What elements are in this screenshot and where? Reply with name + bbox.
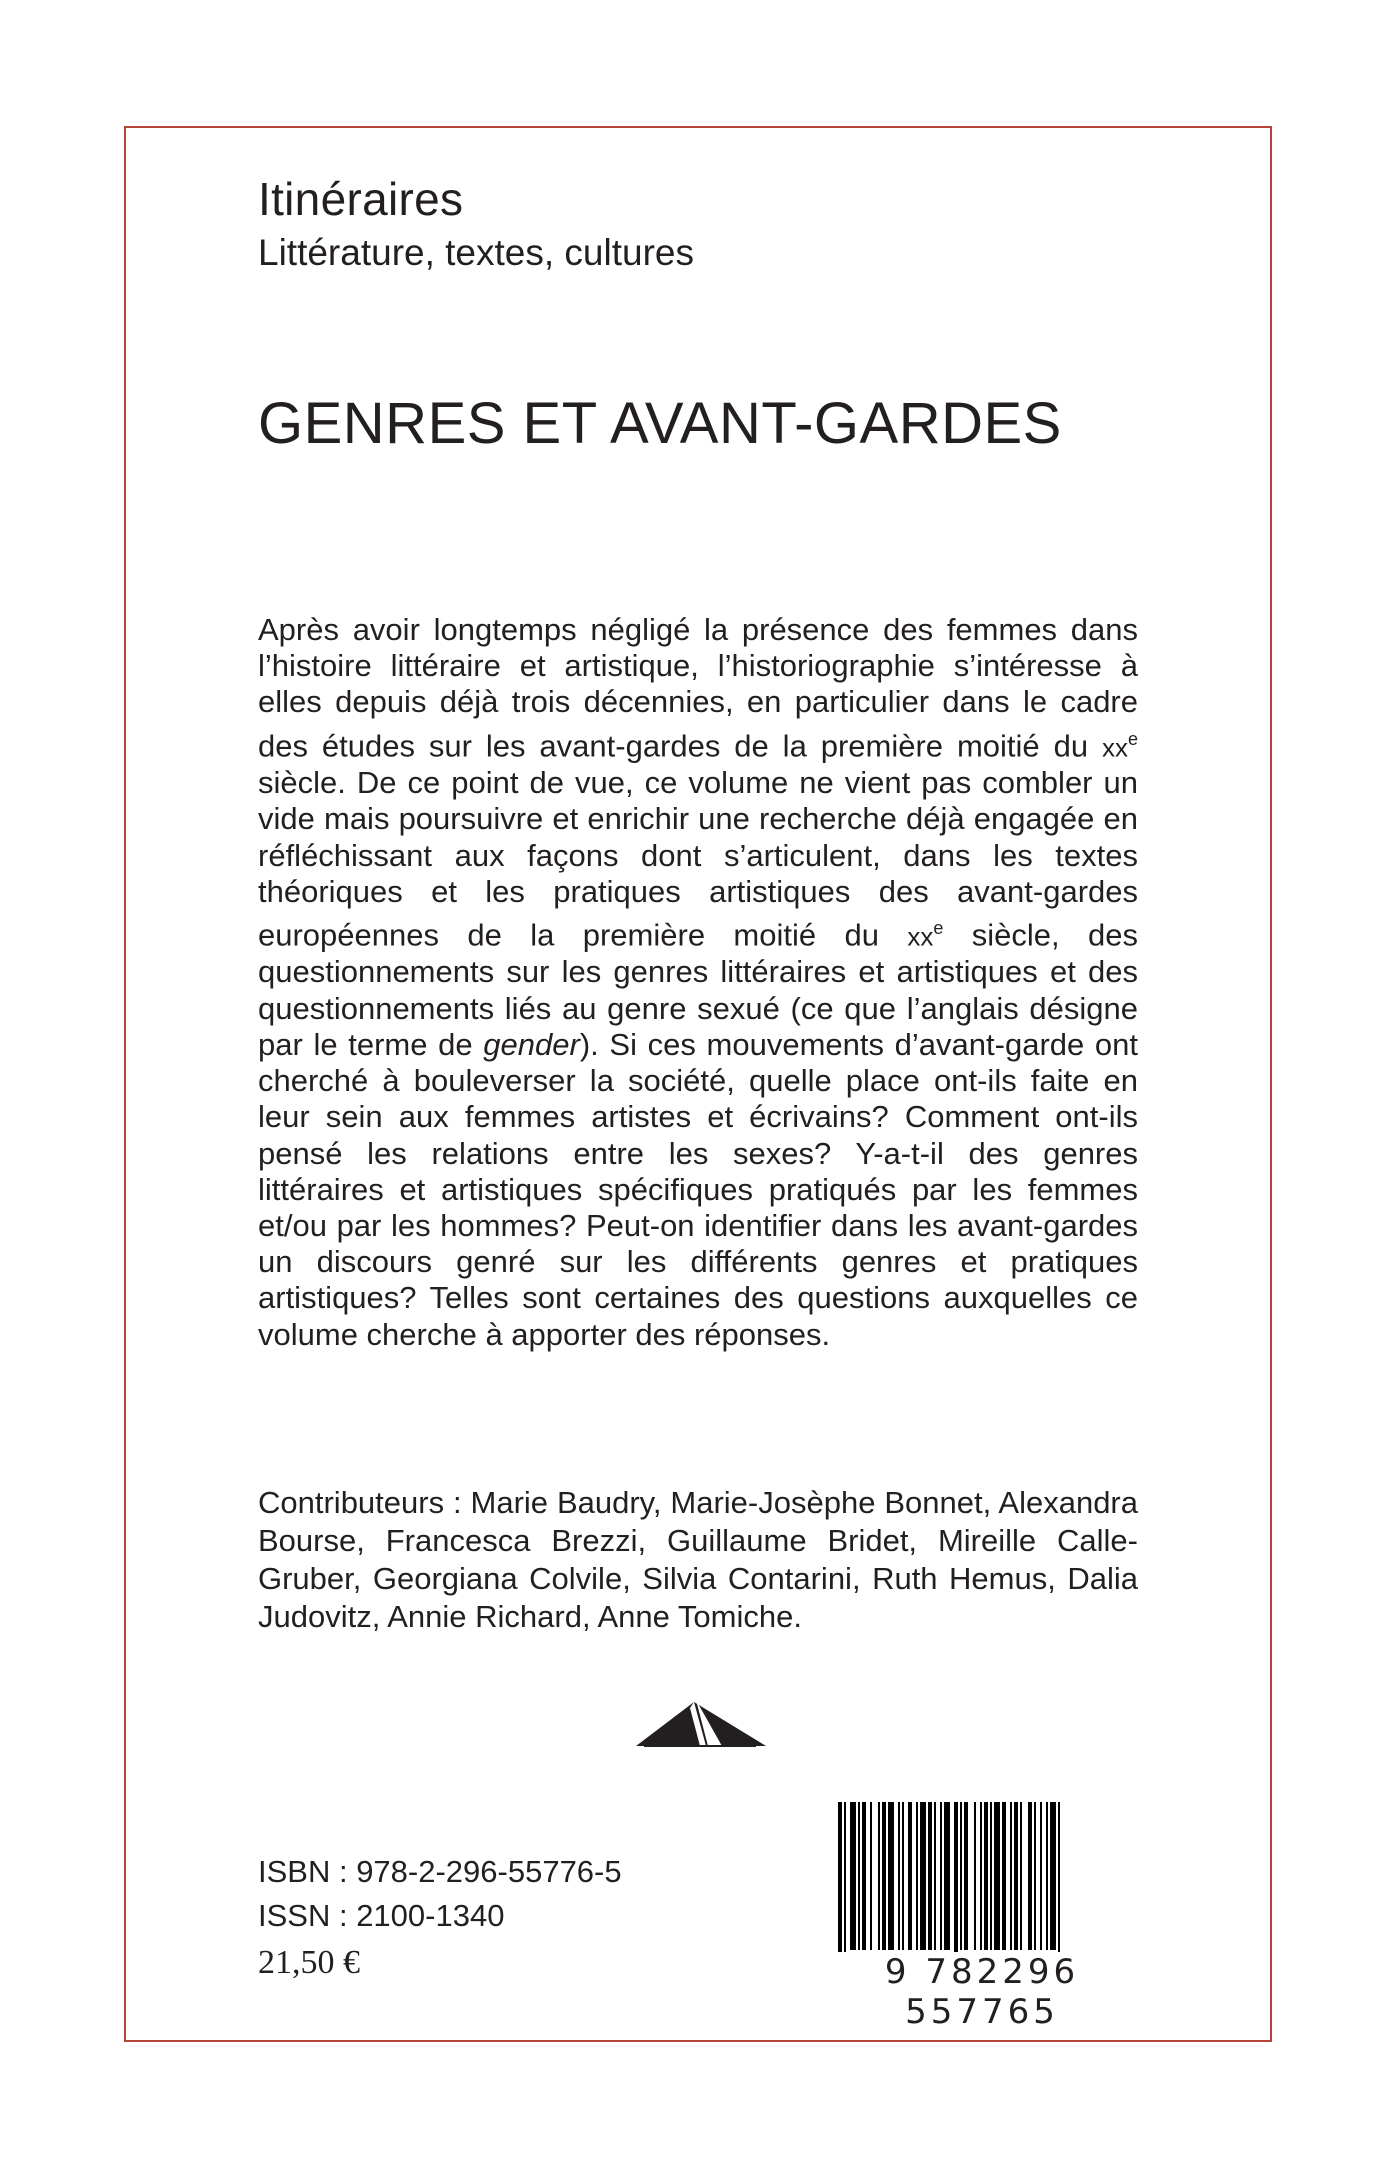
barcode-bar — [1046, 1802, 1048, 1950]
barcode-bar — [1050, 1802, 1056, 1950]
isbn: ISBN : 978-2-296-55776-5 — [258, 1854, 622, 1889]
contributors-list: Contributeurs : Marie Baudry, Marie-Josèphe Bonnet, Alexandra Bourse, Francesca Brezzi, Guillaume Bridet, Mireille Calle-Gruber, Georgiana Colvile, Silvia Contarini, Ruth Hemus, Dalia Judovitz, Annie Richard, Anne Tomiche. — [258, 1485, 1138, 1634]
barcode-bar — [1028, 1802, 1032, 1950]
barcode-bar — [1034, 1802, 1036, 1950]
barcode-bar — [984, 1802, 988, 1950]
barcode-bar — [898, 1802, 900, 1950]
barcode-bar — [920, 1802, 926, 1950]
book-title: GENRES ET AVANT-GARDES — [258, 391, 1062, 456]
series-subtitle: Littérature, textes, cultures — [258, 232, 694, 273]
barcode-bar — [1040, 1802, 1042, 1950]
century-superscript: e — [1127, 728, 1138, 749]
barcode-bar — [928, 1802, 932, 1950]
barcode-bar — [838, 1802, 842, 1967]
barcode-bar — [1020, 1802, 1022, 1950]
barcode-bar — [964, 1802, 968, 1950]
barcode-bar — [902, 1802, 904, 1950]
barcode-bar — [888, 1802, 894, 1950]
barcode-number: 9 782296 557765 — [822, 1952, 1142, 2032]
century-numeral: xx — [1101, 731, 1128, 762]
price: 21,50 € — [258, 1944, 360, 1981]
blurb-text: siècle. De ce point de vue, ce volume ne vient pas combler un vide mais poursuivre et enrichir une recherche déjà engagée en réfléchissant aux façons dont s’articulent, dans les textes théoriques et les pratiques artistiques des avant-gardes européennes de la première moitié du — [258, 765, 1138, 953]
barcode-bar — [944, 1802, 950, 1950]
barcode-bar — [954, 1802, 958, 1967]
barcode-bar — [990, 1802, 992, 1950]
barcode-bar — [974, 1802, 976, 1950]
barcode-bar — [1058, 1802, 1060, 1967]
gender-term: gender — [483, 1026, 580, 1062]
publisher-logo-icon — [636, 1698, 766, 1748]
barcode-bar — [862, 1802, 866, 1950]
barcode-bar — [1014, 1802, 1018, 1950]
century-numeral: xx — [907, 921, 934, 952]
barcode-bar — [934, 1802, 936, 1950]
barcode-bar — [858, 1802, 860, 1950]
barcode-bar — [850, 1802, 856, 1950]
barcode-bar — [1010, 1802, 1012, 1950]
barcode-bar — [882, 1802, 886, 1950]
blurb-text: siècle, des questionnements sur les genres littéraires et artistiques et des questionnements liés au genre sexué (ce que l’anglais désigne par le terme de — [258, 917, 1138, 1062]
barcode-icon — [832, 1802, 1134, 1972]
barcode-bar — [994, 1802, 1000, 1950]
blurb-text: Après avoir longtemps négligé la présence des femmes dans l’histoire littéraire et artistique, l’historiographie s’intéresse à elles depuis déjà trois décennies, en particulier dans le cadre des études sur les avant-gardes de la première moitié du — [258, 612, 1138, 763]
blurb-text: ). Si ces mouvements d’avant-garde ont cherché à bouleverser la société, quelle place ont-ils faite en leur sein aux femmes artistes et écrivains? Comment ont-ils pensé les relations entre les sexes? Y-a-t-il des genres littéraires et artistiques spécifiques pratiqués par les femmes et/ou par les hommes? Peut-on identifier dans les avant-gardes un discours genré sur les différents genres et pratiques artistiques? Telles sont certaines des questions auxquelles ce volume cherche à apporter des réponses. — [258, 1026, 1138, 1352]
barcode-bar — [870, 1802, 872, 1950]
barcode-bar — [908, 1802, 912, 1950]
barcode-bar — [940, 1802, 942, 1950]
barcode-bar — [844, 1802, 846, 1967]
barcode-bar — [960, 1802, 962, 1950]
series-name: Itinéraires — [258, 173, 464, 225]
issn: ISSN : 2100-1340 — [258, 1898, 505, 1933]
century-superscript: e — [933, 917, 944, 938]
barcode-bar — [878, 1802, 880, 1950]
back-cover-blurb — [258, 612, 1138, 1353]
barcode-bar — [916, 1802, 918, 1950]
barcode-bar — [1002, 1802, 1006, 1950]
barcode-bar — [980, 1802, 982, 1950]
